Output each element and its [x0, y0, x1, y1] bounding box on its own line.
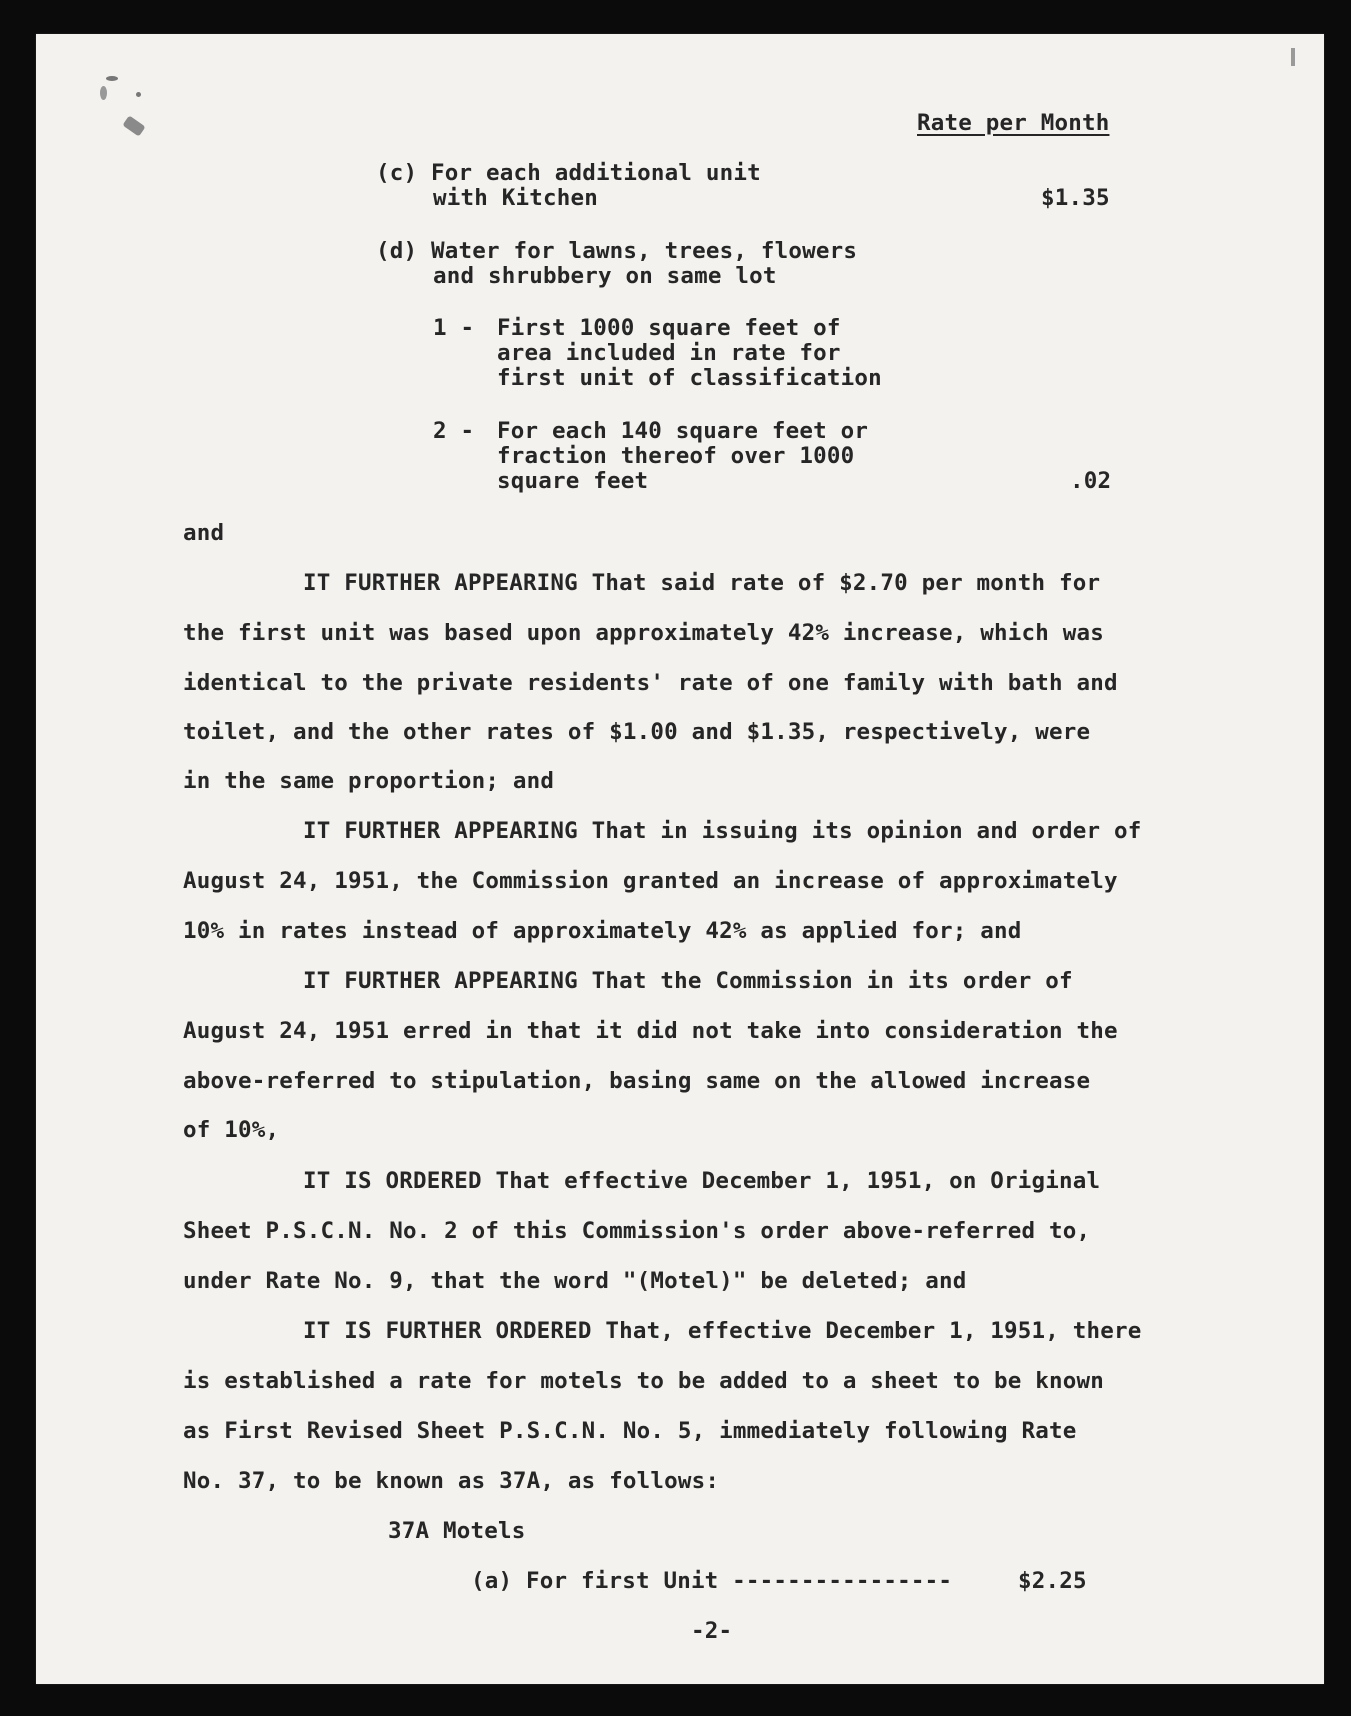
subitem-2-rate: .02 [1070, 468, 1112, 494]
body-line: is established a rate for motels to be added to a sheet to be known [183, 1368, 1104, 1394]
subitem-2-line: fraction thereof over 1000 [497, 443, 855, 469]
motel-item-rate: $2.25 [1018, 1568, 1087, 1594]
rate-per-month-header: Rate per Month [917, 110, 1110, 136]
subitem-2-line: For each 140 square feet or [497, 418, 869, 444]
subitem-1-line: first unit of classification [497, 365, 882, 391]
body-line: above-referred to stipulation, basing same on the allowed increase [183, 1068, 1091, 1094]
paper-blemish [106, 76, 118, 81]
body-line: IT IS FURTHER ORDERED That, effective December 1, 1951, there [303, 1318, 1142, 1344]
subitem-1-label: 1 - [433, 315, 475, 341]
paper-blemish [1291, 48, 1295, 66]
body-line: of 10%, [183, 1117, 280, 1143]
subitem-2-label: 2 - [433, 418, 475, 444]
body-line: as First Revised Sheet P.S.C.N. No. 5, immediately following Rate [183, 1418, 1077, 1444]
item-c-line1: (c) For each additional unit [376, 160, 761, 186]
body-line: No. 37, to be known as 37A, as follows: [183, 1468, 720, 1494]
body-line: the first unit was based upon approximately 42% increase, which was [183, 620, 1104, 646]
item-c-line2: with Kitchen [433, 185, 598, 211]
item-d-line2: and shrubbery on same lot [433, 263, 777, 289]
body-line: IT FURTHER APPEARING That in issuing its opinion and order of [303, 818, 1142, 844]
document-page [36, 34, 1324, 1684]
item-c-rate: $1.35 [1041, 185, 1110, 211]
motels-heading: 37A Motels [388, 1518, 526, 1544]
body-line: IT IS ORDERED That effective December 1, 1951, on Original [303, 1168, 1101, 1194]
body-line: identical to the private residents' rate of one family with bath and [183, 670, 1118, 696]
body-line: toilet, and the other rates of $1.00 and $1.35, respectively, were [183, 719, 1091, 745]
body-line: August 24, 1951 erred in that it did not take into consideration the [183, 1018, 1118, 1044]
body-line: in the same proportion; and [183, 768, 555, 794]
item-d-line1: (d) Water for lawns, trees, flowers [376, 238, 858, 264]
body-line: IT FURTHER APPEARING That said rate of $2.70 per month for [303, 570, 1101, 596]
body-line: August 24, 1951, the Commission granted an increase of approximately [183, 868, 1118, 894]
body-line: 10% in rates instead of approximately 42% as applied for; and [183, 918, 1022, 944]
motel-item-text: (a) For first Unit ---------------- [471, 1568, 953, 1594]
paper-blemish [100, 86, 107, 100]
subitem-1-line: First 1000 square feet of [497, 315, 841, 341]
subitem-2-line: square feet [497, 468, 649, 494]
body-line: under Rate No. 9, that the word "(Motel)" be deleted; and [183, 1268, 967, 1294]
conjunction-and: and [183, 520, 225, 546]
paper-blemish [122, 115, 145, 136]
paper-blemish [136, 92, 141, 97]
subitem-1-line: area included in rate for [497, 340, 841, 366]
body-line: Sheet P.S.C.N. No. 2 of this Commission's order above-referred to, [183, 1218, 1091, 1244]
body-line: IT FURTHER APPEARING That the Commission in its order of [303, 968, 1073, 994]
page-number: -2- [691, 1618, 733, 1644]
